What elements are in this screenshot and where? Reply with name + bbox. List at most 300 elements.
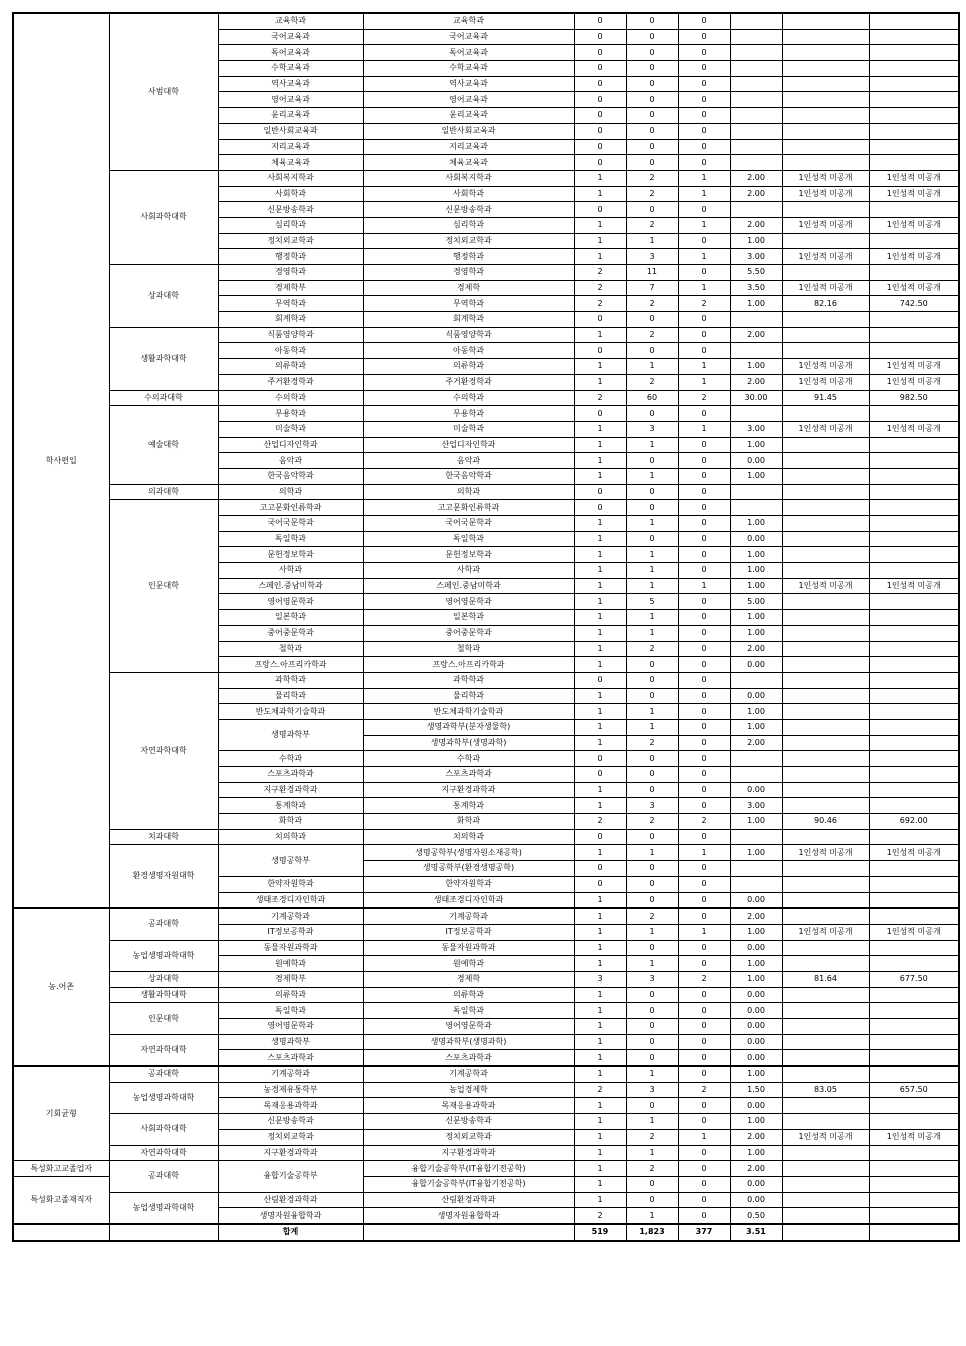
admitted-cell: 0 <box>678 657 730 673</box>
quota-cell: 1 <box>574 1129 626 1145</box>
major-cell: 물리학과 <box>363 688 574 704</box>
avg-grade-cell <box>782 1019 869 1035</box>
major-cell: 신문방송학과 <box>363 202 574 218</box>
avg-grade-cell <box>782 500 869 516</box>
avg-grade-cell: 1인성적 미공개 <box>782 924 869 940</box>
applicants-cell: 2 <box>626 641 678 657</box>
avg-grade-cell <box>782 892 869 908</box>
major-cell: 원예학과 <box>363 956 574 972</box>
score-cell: 1인성적 미공개 <box>869 186 959 202</box>
ratio-cell <box>730 484 782 500</box>
major-cell: 한국음악학과 <box>363 468 574 484</box>
college-cell: 인문대학 <box>109 500 218 673</box>
department-cell: 지리교육과 <box>218 139 363 155</box>
ratio-cell: 1.00 <box>730 971 782 987</box>
admitted-cell: 0 <box>678 1145 730 1161</box>
admitted-cell: 0 <box>678 688 730 704</box>
admitted-cell: 0 <box>678 563 730 579</box>
major-cell: 독일학과 <box>363 531 574 547</box>
avg-grade-cell <box>782 563 869 579</box>
applicants-cell: 1 <box>626 359 678 375</box>
applicants-cell: 1 <box>626 625 678 641</box>
applicants-cell: 3 <box>626 798 678 814</box>
score-cell <box>869 500 959 516</box>
college-cell: 수의과대학 <box>109 390 218 406</box>
admitted-cell: 1 <box>678 374 730 390</box>
ratio-cell: 0.00 <box>730 987 782 1003</box>
ratio-cell: 1.00 <box>730 956 782 972</box>
department-cell: 프랑스.아프리카학과 <box>218 657 363 673</box>
department-cell: 스포츠과학과 <box>218 1050 363 1066</box>
quota-cell: 0 <box>574 861 626 877</box>
score-cell <box>869 1161 959 1177</box>
department-cell: 경제학부 <box>218 280 363 296</box>
ratio-cell <box>730 829 782 845</box>
avg-grade-cell <box>782 1192 869 1208</box>
college-cell: 공과대학 <box>109 1066 218 1082</box>
quota-cell: 1 <box>574 531 626 547</box>
avg-grade-cell <box>782 312 869 328</box>
score-cell <box>869 1050 959 1066</box>
department-cell: 일본학과 <box>218 610 363 626</box>
department-cell: 철학과 <box>218 641 363 657</box>
department-cell: 생태조경디자인학과 <box>218 892 363 908</box>
ratio-cell: 1.00 <box>730 233 782 249</box>
major-cell: 국어국문학과 <box>363 516 574 532</box>
score-cell: 1인성적 미공개 <box>869 170 959 186</box>
ratio-cell: 0.00 <box>730 1192 782 1208</box>
track-cell: 특성화고졸재직자 <box>13 1176 109 1224</box>
table-row <box>13 971 959 987</box>
avg-grade-cell: 1인성적 미공개 <box>782 578 869 594</box>
admitted-cell: 0 <box>678 453 730 469</box>
admitted-cell: 0 <box>678 29 730 45</box>
admitted-cell: 0 <box>678 1050 730 1066</box>
quota-cell: 1 <box>574 641 626 657</box>
score-cell: 742.50 <box>869 296 959 312</box>
quota-cell: 1 <box>574 233 626 249</box>
avg-grade-cell <box>782 1208 869 1224</box>
score-cell: 1인성적 미공개 <box>869 249 959 265</box>
admitted-cell: 1 <box>678 924 730 940</box>
applicants-cell: 0 <box>626 500 678 516</box>
department-cell: 원예학과 <box>218 956 363 972</box>
ratio-cell: 0.00 <box>730 1034 782 1050</box>
score-cell: 1인성적 미공개 <box>869 217 959 233</box>
avg-grade-cell: 1인성적 미공개 <box>782 421 869 437</box>
avg-grade-cell <box>782 1098 869 1114</box>
score-cell <box>869 1066 959 1082</box>
avg-grade-cell <box>782 1145 869 1161</box>
ratio-cell: 1.00 <box>730 625 782 641</box>
avg-grade-cell <box>782 233 869 249</box>
avg-grade-cell <box>782 437 869 453</box>
ratio-cell: 1.50 <box>730 1082 782 1098</box>
ratio-cell <box>730 92 782 108</box>
score-cell <box>869 688 959 704</box>
department-cell: 독일학과 <box>218 531 363 547</box>
quota-cell: 1 <box>574 1192 626 1208</box>
applicants-cell: 0 <box>626 45 678 61</box>
admitted-cell: 0 <box>678 767 730 783</box>
admitted-cell: 1 <box>678 217 730 233</box>
score-cell <box>869 704 959 720</box>
admitted-cell: 0 <box>678 956 730 972</box>
admitted-cell: 0 <box>678 516 730 532</box>
ratio-cell: 1.00 <box>730 516 782 532</box>
ratio-cell: 3.00 <box>730 249 782 265</box>
admitted-cell: 0 <box>678 76 730 92</box>
quota-cell: 1 <box>574 892 626 908</box>
department-cell: 치의학과 <box>218 829 363 845</box>
major-cell: 일반사회교육과 <box>363 123 574 139</box>
applicants-cell: 1 <box>626 1145 678 1161</box>
applicants-cell: 0 <box>626 92 678 108</box>
admitted-cell: 0 <box>678 406 730 422</box>
applicants-cell: 3 <box>626 1082 678 1098</box>
avg-grade-cell <box>782 531 869 547</box>
major-cell: 생명과학부(분자생물학) <box>363 719 574 735</box>
department-cell: 국어교육과 <box>218 29 363 45</box>
score-cell <box>869 484 959 500</box>
applicants-cell: 2 <box>626 1129 678 1145</box>
quota-cell: 1 <box>574 1050 626 1066</box>
admitted-cell: 0 <box>678 610 730 626</box>
department-cell: 수학과 <box>218 751 363 767</box>
score-cell <box>869 468 959 484</box>
admitted-cell: 1 <box>678 249 730 265</box>
admitted-cell: 0 <box>678 1034 730 1050</box>
total-ratio: 3.51 <box>730 1224 782 1241</box>
department-cell: 식품영양학과 <box>218 327 363 343</box>
applicants-cell: 1 <box>626 610 678 626</box>
score-cell <box>869 139 959 155</box>
major-cell: 고고문화인류학과 <box>363 500 574 516</box>
quota-cell: 0 <box>574 123 626 139</box>
quota-cell: 1 <box>574 688 626 704</box>
applicants-cell: 0 <box>626 343 678 359</box>
major-cell: 지리교육과 <box>363 139 574 155</box>
major-cell: 수학교육과 <box>363 61 574 77</box>
quota-cell: 1 <box>574 516 626 532</box>
ratio-cell: 1.00 <box>730 437 782 453</box>
department-cell: 음악과 <box>218 453 363 469</box>
applicants-cell: 0 <box>626 892 678 908</box>
applicants-cell: 2 <box>626 1161 678 1177</box>
applicants-cell: 0 <box>626 751 678 767</box>
ratio-cell: 5.50 <box>730 265 782 281</box>
major-cell: 문헌정보학과 <box>363 547 574 563</box>
major-cell: 미술학과 <box>363 421 574 437</box>
avg-grade-cell <box>782 798 869 814</box>
score-cell <box>869 233 959 249</box>
avg-grade-cell <box>782 719 869 735</box>
major-cell: 사회복지학과 <box>363 170 574 186</box>
major-cell: 한약자원학과 <box>363 876 574 892</box>
department-cell: 경영학과 <box>218 265 363 281</box>
quota-cell: 1 <box>574 359 626 375</box>
score-cell <box>869 798 959 814</box>
score-cell: 982.50 <box>869 390 959 406</box>
college-cell: 농업생명과학대학 <box>109 1192 218 1224</box>
major-cell: 생명자원융합학과 <box>363 1208 574 1224</box>
ratio-cell: 1.00 <box>730 1066 782 1082</box>
department-cell: 스포츠과학과 <box>218 767 363 783</box>
quota-cell: 0 <box>574 202 626 218</box>
avg-grade-cell <box>782 829 869 845</box>
major-cell: 동물자원과학과 <box>363 940 574 956</box>
department-cell: 아동학과 <box>218 343 363 359</box>
ratio-cell <box>730 751 782 767</box>
department-cell: 정치외교학과 <box>218 233 363 249</box>
admitted-cell: 0 <box>678 500 730 516</box>
quota-cell: 1 <box>574 594 626 610</box>
ratio-cell: 1.00 <box>730 468 782 484</box>
department-cell: 국어국문학과 <box>218 516 363 532</box>
avg-grade-cell <box>782 1161 869 1177</box>
admitted-cell: 0 <box>678 876 730 892</box>
ratio-cell: 0.00 <box>730 1176 782 1192</box>
admitted-cell: 0 <box>678 625 730 641</box>
major-cell: 수의학과 <box>363 390 574 406</box>
quota-cell: 1 <box>574 719 626 735</box>
score-cell <box>869 610 959 626</box>
admitted-cell: 0 <box>678 908 730 924</box>
department-cell: 수의학과 <box>218 390 363 406</box>
quota-cell: 0 <box>574 484 626 500</box>
score-cell <box>869 641 959 657</box>
major-cell: 교육학과 <box>363 13 574 29</box>
ratio-cell <box>730 61 782 77</box>
avg-grade-cell: 1인성적 미공개 <box>782 249 869 265</box>
admitted-cell: 0 <box>678 829 730 845</box>
total-applicants: 1,823 <box>626 1224 678 1241</box>
total-quota: 519 <box>574 1224 626 1241</box>
table-row <box>13 500 959 516</box>
ratio-cell: 0.00 <box>730 531 782 547</box>
avg-grade-cell <box>782 641 869 657</box>
major-cell: 주거환경학과 <box>363 374 574 390</box>
quota-cell: 1 <box>574 468 626 484</box>
department-cell: 심리학과 <box>218 217 363 233</box>
avg-grade-cell <box>782 657 869 673</box>
ratio-cell <box>730 13 782 29</box>
quota-cell: 0 <box>574 92 626 108</box>
department-cell: 영어영문학과 <box>218 594 363 610</box>
college-cell: 사회과학대학 <box>109 170 218 264</box>
department-cell: 의류학과 <box>218 987 363 1003</box>
admitted-cell: 0 <box>678 1003 730 1019</box>
ratio-cell: 1.00 <box>730 610 782 626</box>
quota-cell: 2 <box>574 814 626 830</box>
quota-cell: 1 <box>574 657 626 673</box>
avg-grade-cell <box>782 92 869 108</box>
admitted-cell: 2 <box>678 971 730 987</box>
table-row <box>13 987 959 1003</box>
score-cell <box>869 406 959 422</box>
score-cell <box>869 657 959 673</box>
major-cell: 영어영문학과 <box>363 1019 574 1035</box>
avg-grade-cell: 1인성적 미공개 <box>782 217 869 233</box>
department-cell: 농경제유통학부 <box>218 1082 363 1098</box>
quota-cell: 0 <box>574 343 626 359</box>
applicants-cell: 0 <box>626 202 678 218</box>
quota-cell: 2 <box>574 296 626 312</box>
quota-cell: 1 <box>574 1066 626 1082</box>
admitted-cell: 0 <box>678 547 730 563</box>
ratio-cell <box>730 45 782 61</box>
department-cell: 주거환경학과 <box>218 374 363 390</box>
admitted-cell: 0 <box>678 751 730 767</box>
applicants-cell: 0 <box>626 688 678 704</box>
quota-cell: 1 <box>574 625 626 641</box>
avg-grade-cell <box>782 735 869 751</box>
table-row <box>13 829 959 845</box>
department-cell: 사회복지학과 <box>218 170 363 186</box>
department-cell: 목재응용과학과 <box>218 1098 363 1114</box>
avg-grade-cell: 1인성적 미공개 <box>782 280 869 296</box>
major-cell: 영어교육과 <box>363 92 574 108</box>
quota-cell: 1 <box>574 956 626 972</box>
department-cell: 사회학과 <box>218 186 363 202</box>
ratio-cell: 2.00 <box>730 1129 782 1145</box>
major-cell: 기계공학과 <box>363 908 574 924</box>
college-cell: 상과대학 <box>109 265 218 328</box>
ratio-cell: 0.00 <box>730 1019 782 1035</box>
avg-grade-cell <box>782 406 869 422</box>
table-row <box>13 265 959 281</box>
quota-cell: 1 <box>574 1019 626 1035</box>
applicants-cell: 1 <box>626 437 678 453</box>
ratio-cell: 0.00 <box>730 453 782 469</box>
avg-grade-cell <box>782 688 869 704</box>
major-cell: 회계학과 <box>363 312 574 328</box>
major-cell: 생태조경디자인학과 <box>363 892 574 908</box>
applicants-cell: 5 <box>626 594 678 610</box>
admitted-cell: 0 <box>678 782 730 798</box>
ratio-cell <box>730 155 782 171</box>
avg-grade-cell <box>782 155 869 171</box>
college-cell: 사회과학대학 <box>109 1114 218 1145</box>
avg-grade-cell <box>782 265 869 281</box>
applicants-cell: 2 <box>626 374 678 390</box>
quota-cell: 1 <box>574 1145 626 1161</box>
avg-grade-cell: 1인성적 미공개 <box>782 845 869 861</box>
applicants-cell: 0 <box>626 1050 678 1066</box>
department-cell: 한약자원학과 <box>218 876 363 892</box>
admitted-cell: 0 <box>678 1176 730 1192</box>
major-cell: 음악과 <box>363 453 574 469</box>
avg-grade-cell <box>782 453 869 469</box>
score-cell <box>869 892 959 908</box>
applicants-cell: 0 <box>626 1098 678 1114</box>
admitted-cell: 0 <box>678 202 730 218</box>
ratio-cell: 1.00 <box>730 924 782 940</box>
major-cell: 생명과학부(생명과학) <box>363 1034 574 1050</box>
admitted-cell: 2 <box>678 814 730 830</box>
admitted-cell: 0 <box>678 735 730 751</box>
ratio-cell: 2.00 <box>730 641 782 657</box>
score-cell <box>869 453 959 469</box>
avg-grade-cell <box>782 76 869 92</box>
total-admitted: 377 <box>678 1224 730 1241</box>
major-cell: 윤리교육과 <box>363 108 574 124</box>
college-cell: 환경생명자원대학 <box>109 845 218 908</box>
admitted-cell: 0 <box>678 1019 730 1035</box>
department-cell: 일반사회교육과 <box>218 123 363 139</box>
ratio-cell <box>730 343 782 359</box>
score-cell <box>869 1208 959 1224</box>
department-cell: 산림환경과학과 <box>218 1192 363 1208</box>
applicants-cell: 0 <box>626 1034 678 1050</box>
quota-cell: 1 <box>574 1161 626 1177</box>
major-cell: 일본학과 <box>363 610 574 626</box>
admitted-cell: 0 <box>678 861 730 877</box>
applicants-cell: 1 <box>626 233 678 249</box>
applicants-cell: 11 <box>626 265 678 281</box>
score-cell <box>869 45 959 61</box>
department-cell: 통계학과 <box>218 798 363 814</box>
ratio-cell: 3.50 <box>730 280 782 296</box>
department-cell: IT정보공학과 <box>218 924 363 940</box>
quota-cell: 1 <box>574 453 626 469</box>
avg-grade-cell <box>782 610 869 626</box>
ratio-cell <box>730 76 782 92</box>
score-cell <box>869 265 959 281</box>
table-row <box>13 1034 959 1050</box>
major-cell: 경제학 <box>363 280 574 296</box>
applicants-cell: 1 <box>626 719 678 735</box>
avg-grade-cell <box>782 327 869 343</box>
avg-grade-cell <box>782 108 869 124</box>
ratio-cell: 2.00 <box>730 186 782 202</box>
score-cell: 692.00 <box>869 814 959 830</box>
ratio-cell: 3.00 <box>730 798 782 814</box>
department-cell: 지구환경과학과 <box>218 782 363 798</box>
avg-grade-cell <box>782 767 869 783</box>
applicants-cell: 0 <box>626 767 678 783</box>
ratio-cell: 0.00 <box>730 1050 782 1066</box>
applicants-cell: 1 <box>626 563 678 579</box>
applicants-cell: 0 <box>626 108 678 124</box>
applicants-cell: 0 <box>626 940 678 956</box>
score-cell <box>869 861 959 877</box>
avg-grade-cell <box>782 123 869 139</box>
quota-cell: 1 <box>574 547 626 563</box>
total-row <box>13 1224 959 1241</box>
applicants-cell: 2 <box>626 296 678 312</box>
major-cell: 철학과 <box>363 641 574 657</box>
quota-cell: 1 <box>574 327 626 343</box>
score-cell <box>869 547 959 563</box>
admitted-cell: 1 <box>678 186 730 202</box>
score-cell <box>869 516 959 532</box>
major-cell: 사학과 <box>363 563 574 579</box>
table-row <box>13 672 959 688</box>
score-cell: 1인성적 미공개 <box>869 280 959 296</box>
ratio-cell <box>730 672 782 688</box>
ratio-cell: 0.00 <box>730 892 782 908</box>
major-cell: 독일학과 <box>363 1003 574 1019</box>
college-cell: 농업생명과학대학 <box>109 1082 218 1113</box>
quota-cell: 1 <box>574 1003 626 1019</box>
ratio-cell: 2.00 <box>730 1161 782 1177</box>
admitted-cell: 1 <box>678 578 730 594</box>
major-cell: 산업디자인학과 <box>363 437 574 453</box>
avg-grade-cell: 83.05 <box>782 1082 869 1098</box>
department-cell: 독어교육과 <box>218 45 363 61</box>
applicants-cell: 1 <box>626 516 678 532</box>
